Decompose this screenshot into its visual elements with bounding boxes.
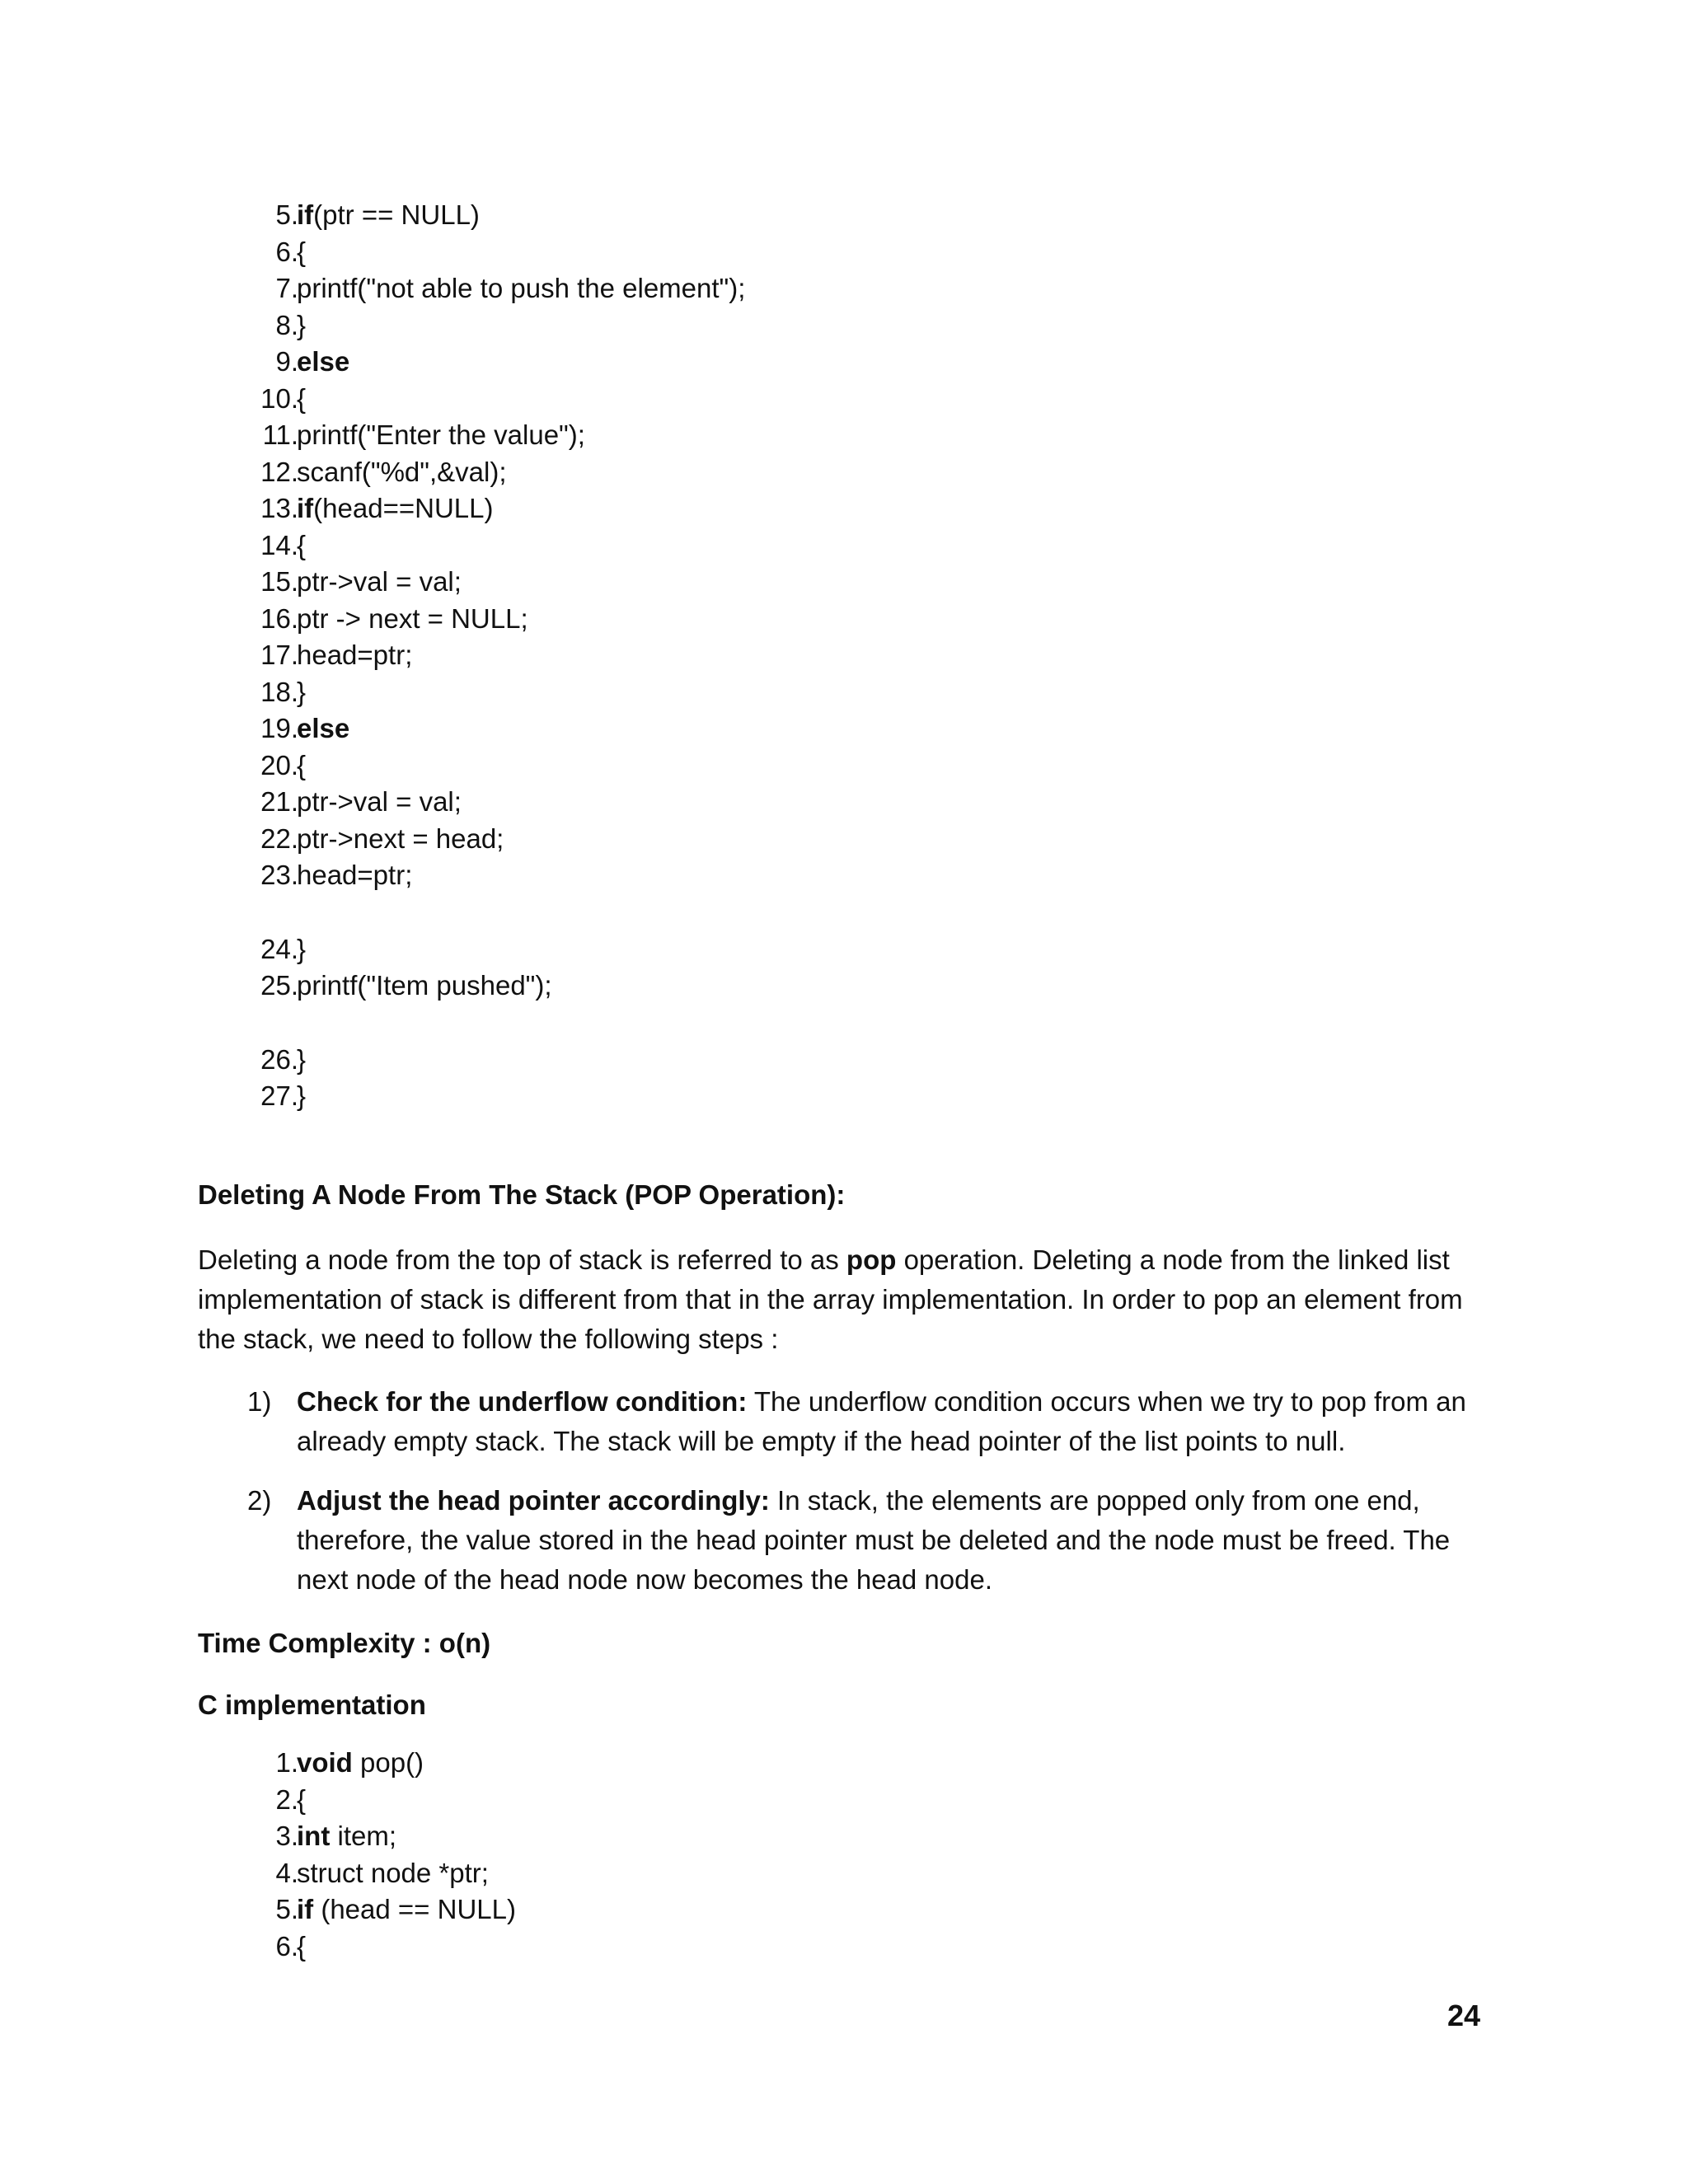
step-body bbox=[297, 1382, 1500, 1461]
line-number: 4. bbox=[275, 1857, 298, 1888]
line-number: 21. bbox=[260, 786, 298, 817]
line-number: 5. bbox=[275, 199, 298, 230]
line-number: 23. bbox=[260, 860, 298, 890]
code-text bbox=[297, 784, 462, 821]
intro-text-start: Deleting a node from the top of stack is referred to as bbox=[198, 1244, 846, 1275]
code-rest: } bbox=[297, 1043, 307, 1075]
line-number: 10. bbox=[260, 382, 298, 414]
line-number: 6. bbox=[275, 1930, 298, 1961]
code-text bbox=[297, 748, 306, 785]
line-number: 24. bbox=[260, 933, 298, 964]
c-implementation-heading: C implementation bbox=[198, 1690, 426, 1720]
code-rest: { bbox=[297, 1783, 307, 1815]
line-number: 18. bbox=[260, 676, 298, 707]
section-heading: Deleting A Node From The Stack (POP Operation): bbox=[198, 1179, 846, 1210]
line-number: 9. bbox=[275, 346, 298, 377]
code-rest: (ptr == NULL) bbox=[313, 199, 480, 230]
code-text bbox=[297, 490, 493, 527]
line-number: 8. bbox=[275, 309, 298, 340]
code-rest: } bbox=[297, 1080, 307, 1111]
code-text bbox=[297, 307, 306, 344]
code-rest: printf("Item pushed"); bbox=[297, 970, 552, 1001]
code-rest: struct node *ptr; bbox=[297, 1857, 489, 1888]
code-rest: { bbox=[297, 1930, 307, 1961]
page-number: 24 bbox=[1447, 1999, 1480, 2032]
step-number: 1) bbox=[247, 1386, 272, 1417]
code-text bbox=[297, 710, 349, 748]
code-text bbox=[297, 527, 306, 565]
code-rest: } bbox=[297, 933, 307, 964]
code-rest: } bbox=[297, 309, 307, 340]
line-number: 1. bbox=[275, 1747, 298, 1778]
code-rest: head=ptr; bbox=[297, 640, 413, 670]
line-number: 25. bbox=[260, 970, 298, 1001]
code-rest: (head == NULL) bbox=[313, 1894, 516, 1924]
code-keyword: if bbox=[297, 1894, 314, 1924]
line-number: 3. bbox=[275, 1821, 298, 1851]
step-body bbox=[297, 1481, 1500, 1600]
code-text bbox=[297, 931, 306, 968]
code-rest: { bbox=[297, 382, 307, 414]
code-text bbox=[297, 857, 412, 894]
code-text bbox=[297, 381, 306, 418]
line-number: 16. bbox=[260, 602, 298, 634]
code-text bbox=[297, 821, 504, 858]
code-keyword: else bbox=[297, 346, 350, 377]
step-item bbox=[247, 1481, 1500, 1600]
code-text bbox=[297, 637, 412, 674]
line-number: 19. bbox=[260, 713, 298, 743]
line-number: 15. bbox=[260, 566, 298, 597]
intro-paragraph bbox=[198, 1240, 1484, 1359]
intro-bold-term: pop bbox=[846, 1244, 897, 1275]
step-label: Adjust the head pointer accordingly: bbox=[297, 1485, 770, 1516]
code-rest: ptr->val = val; bbox=[297, 786, 462, 817]
code-text bbox=[297, 417, 585, 454]
line-number: 5. bbox=[275, 1894, 298, 1924]
code-rest: { bbox=[297, 529, 307, 560]
code-text bbox=[297, 344, 349, 381]
time-complexity-heading: Time Complexity : o(n) bbox=[198, 1628, 491, 1658]
code-rest: printf("not able to push the element"); bbox=[297, 273, 746, 303]
code-text bbox=[297, 454, 507, 491]
intro-text-end: operation. Deleting a node from the linked list implementation of stack is different from that in the array implementation. In order to pop an element from the stack, we need to follow the following steps : bbox=[198, 1244, 1463, 1354]
code-keyword: else bbox=[297, 713, 350, 743]
line-number: 2. bbox=[275, 1783, 298, 1815]
step-text: The underflow condition occurs when we try to pop from an already empty stack. The stack will be empty if the head pointer of the list points to null. bbox=[297, 1386, 1466, 1456]
code-text bbox=[297, 1891, 516, 1929]
code-keyword: if bbox=[297, 199, 314, 230]
code-text bbox=[297, 564, 462, 601]
line-number: 7. bbox=[275, 273, 298, 303]
code-rest: } bbox=[297, 676, 307, 707]
code-text bbox=[297, 1745, 424, 1782]
code-keyword: if bbox=[297, 493, 314, 523]
line-number: 22. bbox=[260, 823, 298, 854]
code-text bbox=[297, 197, 480, 234]
line-number: 6. bbox=[275, 236, 298, 267]
code-text bbox=[297, 968, 552, 1005]
code-text bbox=[297, 270, 745, 307]
line-number: 27. bbox=[260, 1080, 298, 1111]
line-number: 26. bbox=[260, 1043, 298, 1075]
step-item bbox=[247, 1382, 1500, 1461]
code-text bbox=[297, 674, 306, 711]
line-number: 11. bbox=[262, 419, 298, 450]
code-rest: { bbox=[297, 749, 307, 780]
code-text bbox=[297, 1929, 306, 1966]
step-label: Check for the underflow condition: bbox=[297, 1386, 748, 1417]
code-text bbox=[297, 1855, 489, 1892]
code-text bbox=[297, 1042, 306, 1079]
code-rest: ptr -> next = NULL; bbox=[297, 602, 528, 634]
code-rest: scanf("%d",&val); bbox=[297, 456, 507, 487]
code-text bbox=[297, 601, 528, 638]
code-rest: ptr->val = val; bbox=[297, 566, 462, 597]
code-rest: head=ptr; bbox=[297, 860, 413, 890]
code-rest: { bbox=[297, 236, 307, 267]
code-rest: item; bbox=[330, 1821, 397, 1851]
line-number: 12. bbox=[260, 456, 298, 487]
line-number: 14. bbox=[260, 529, 298, 560]
code-text bbox=[297, 234, 306, 271]
line-number: 17. bbox=[260, 640, 298, 670]
code-rest: (head==NULL) bbox=[313, 493, 494, 523]
code-keyword: int bbox=[297, 1821, 331, 1851]
code-text bbox=[297, 1782, 306, 1819]
line-number: 20. bbox=[260, 749, 298, 780]
code-text bbox=[297, 1078, 306, 1115]
step-number: 2) bbox=[247, 1485, 272, 1516]
line-number: 13. bbox=[260, 493, 298, 523]
code-rest: printf("Enter the value"); bbox=[297, 419, 585, 450]
code-rest: pop() bbox=[352, 1747, 424, 1778]
code-keyword: void bbox=[297, 1747, 353, 1778]
step-text: In stack, the elements are popped only from one end, therefore, the value stored in the head pointer must be deleted and the node must be freed. The next node of the head node now becomes the head node. bbox=[297, 1485, 1451, 1595]
code-text bbox=[297, 1818, 396, 1855]
code-rest: ptr->next = head; bbox=[297, 823, 504, 854]
